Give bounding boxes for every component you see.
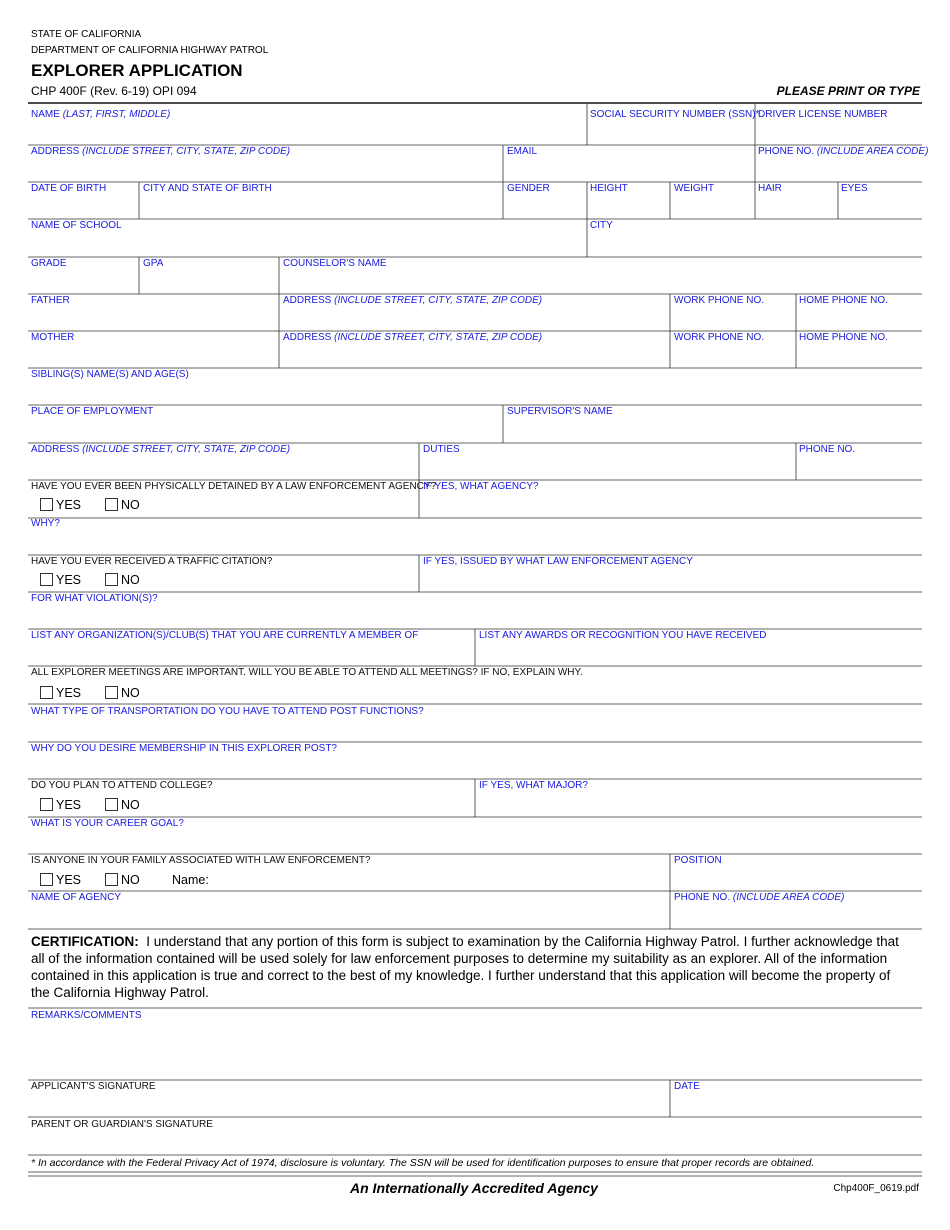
family-question: IS ANYONE IN YOUR FAMILY ASSOCIATED WITH LAW ENFORCEMENT? [31,855,371,866]
grade-field-label[interactable]: GRADE [31,258,67,269]
applicant-signature-field[interactable]: APPLICANT'S SIGNATURE [31,1081,156,1092]
checkbox-icon [40,798,53,811]
mother-work-phone-label[interactable]: WORK PHONE NO. [674,332,765,343]
employment-field-label[interactable]: PLACE OF EMPLOYMENT [31,406,154,417]
form-number: CHP 400F (Rev. 6-19) OPI 094 [31,84,197,98]
hair-field-label[interactable]: HAIR [758,183,782,194]
mother-field-label[interactable]: MOTHER [31,332,75,343]
gpa-field-label[interactable]: GPA [143,258,164,269]
employer-address-field-label[interactable]: ADDRESS (INCLUDE STREET, CITY, STATE, ZIP CODE) [31,444,291,455]
membership-reason-field-label[interactable]: WHY DO YOU DESIRE MEMBERSHIP IN THIS EXPLORER POST? [31,743,337,754]
guardian-signature-field[interactable]: PARENT OR GUARDIAN'S SIGNATURE [31,1119,213,1130]
position-field-label[interactable]: POSITION [674,855,722,866]
why-field-label[interactable]: WHY? [31,518,60,529]
college-question: DO YOU PLAN TO ATTEND COLLEGE? [31,780,213,791]
phone-field-label[interactable]: PHONE NO. (INCLUDE AREA CODE) [758,146,929,157]
awards-field-label[interactable]: LIST ANY AWARDS OR RECOGNITION YOU HAVE RECEIVED [479,630,767,641]
checkbox-icon [40,686,53,699]
violations-field-label[interactable]: FOR WHAT VIOLATION(S)? [31,593,158,604]
organizations-field-label[interactable]: LIST ANY ORGANIZATION(S)/CLUB(S) THAT YOU ARE CURRENTLY A MEMBER OF [31,630,419,641]
mother-home-phone-label[interactable]: HOME PHONE NO. [799,332,888,343]
address-field-label[interactable]: ADDRESS (INCLUDE STREET, CITY, STATE, ZIP CODE) [31,146,291,157]
citation-question: HAVE YOU EVER RECEIVED A TRAFFIC CITATION? [31,556,273,567]
college-yes-checkbox[interactable]: YES [40,798,81,812]
department-name: DEPARTMENT OF CALIFORNIA HIGHWAY PATROL [31,45,269,56]
dob-field-label[interactable]: DATE OF BIRTH [31,183,107,194]
height-field-label[interactable]: HEIGHT [590,183,628,194]
father-work-phone-label[interactable]: WORK PHONE NO. [674,295,765,306]
counselor-field-label[interactable]: COUNSELOR'S NAME [283,258,387,269]
checkbox-icon [105,798,118,811]
remarks-field-label[interactable]: REMARKS/COMMENTS [31,1010,142,1021]
birthplace-field-label[interactable]: CITY AND STATE OF BIRTH [143,183,272,194]
citation-yes-checkbox[interactable]: YES [40,573,81,587]
eyes-field-label[interactable]: EYES [841,183,868,194]
duties-field-label[interactable]: DUTIES [423,444,460,455]
career-goal-field-label[interactable]: WHAT IS YOUR CAREER GOAL? [31,818,184,829]
ssn-field-label[interactable]: SOCIAL SECURITY NUMBER (SSN)* [590,109,760,120]
driver-license-field-label[interactable]: DRIVER LICENSE NUMBER [758,109,888,120]
citation-agency-field-label[interactable]: IF YES, ISSUED BY WHAT LAW ENFORCEMENT AGENCY [423,556,693,567]
certification-text: I understand that any portion of this form is subject to examination by the California Highway Patrol. I further acknowledge that all of the information contained will be used solely for law enforcement purposes to determine my suitability as an explorer. All of the information contained in this application is true and correct to the best of my knowledge. I further understand that this application will become the property of the California Highway Patrol. [31,934,899,1000]
detained-question: HAVE YOU EVER BEEN PHYSICALLY DETAINED BY A LAW ENFORCEMENT AGENCY? [31,481,437,492]
form-title: EXPLORER APPLICATION [31,61,243,80]
father-field-label[interactable]: FATHER [31,295,70,306]
meetings-yes-checkbox[interactable]: YES [40,686,81,700]
family-name-field[interactable]: Name: [172,873,209,887]
supervisor-field-label[interactable]: SUPERVISOR'S NAME [507,406,613,417]
print-instruction: PLEASE PRINT OR TYPE [776,84,920,98]
citation-no-checkbox[interactable]: NO [105,573,140,587]
detained-no-checkbox[interactable]: NO [105,498,140,512]
privacy-notice: * In accordance with the Federal Privacy Act of 1974, disclosure is voluntary. The SSN will be used for identification purposes to ensure that proper records are obtained. [31,1157,815,1169]
checkbox-icon [105,498,118,511]
agency-name-field-label[interactable]: NAME OF AGENCY [31,892,122,903]
checkbox-icon [105,873,118,886]
checkbox-icon [40,873,53,886]
family-yes-checkbox[interactable]: YES [40,873,81,887]
father-home-phone-label[interactable]: HOME PHONE NO. [799,295,888,306]
transportation-field-label[interactable]: WHAT TYPE OF TRANSPORTATION DO YOU HAVE TO ATTEND POST FUNCTIONS? [31,706,424,717]
father-address-field-label[interactable]: ADDRESS (INCLUDE STREET, CITY, STATE, ZIP CODE) [283,295,543,306]
meetings-no-checkbox[interactable]: NO [105,686,140,700]
weight-field-label[interactable]: WEIGHT [674,183,714,194]
agency-phone-field-label[interactable]: PHONE NO. (INCLUDE AREA CODE) [674,892,845,903]
state-name: STATE OF CALIFORNIA [31,29,142,40]
mother-address-field-label[interactable]: ADDRESS (INCLUDE STREET, CITY, STATE, ZIP CODE) [283,332,543,343]
meetings-question: ALL EXPLORER MEETINGS ARE IMPORTANT. WILL YOU BE ABLE TO ATTEND ALL MEETINGS? IF NO, EXPLAIN WHY. [31,667,583,678]
checkbox-icon [105,686,118,699]
college-no-checkbox[interactable]: NO [105,798,140,812]
certification-heading: CERTIFICATION: [31,934,139,949]
checkbox-icon [105,573,118,586]
name-field-label[interactable]: NAME (LAST, FIRST, MIDDLE) [31,109,171,120]
siblings-field-label[interactable]: SIBLING(S) NAME(S) AND AGE(S) [31,369,189,380]
school-city-field-label[interactable]: CITY [590,220,613,231]
school-field-label[interactable]: NAME OF SCHOOL [31,220,122,231]
detained-yes-checkbox[interactable]: YES [40,498,81,512]
family-no-checkbox[interactable]: NO [105,873,140,887]
major-field-label[interactable]: IF YES, WHAT MAJOR? [479,780,588,791]
date-field-label[interactable]: DATE [674,1081,700,1092]
email-field-label[interactable]: EMAIL [507,146,538,157]
checkbox-icon [40,573,53,586]
gender-field-label[interactable]: GENDER [507,183,550,194]
file-name: Chp400F_0619.pdf [833,1183,919,1194]
agency-tagline: An Internationally Accredited Agency [350,1180,598,1196]
certification-statement [31,933,911,1001]
checkbox-icon [40,498,53,511]
detained-agency-field-label[interactable]: IF YES, WHAT AGENCY? [423,481,539,492]
employer-phone-field-label[interactable]: PHONE NO. [799,444,856,455]
